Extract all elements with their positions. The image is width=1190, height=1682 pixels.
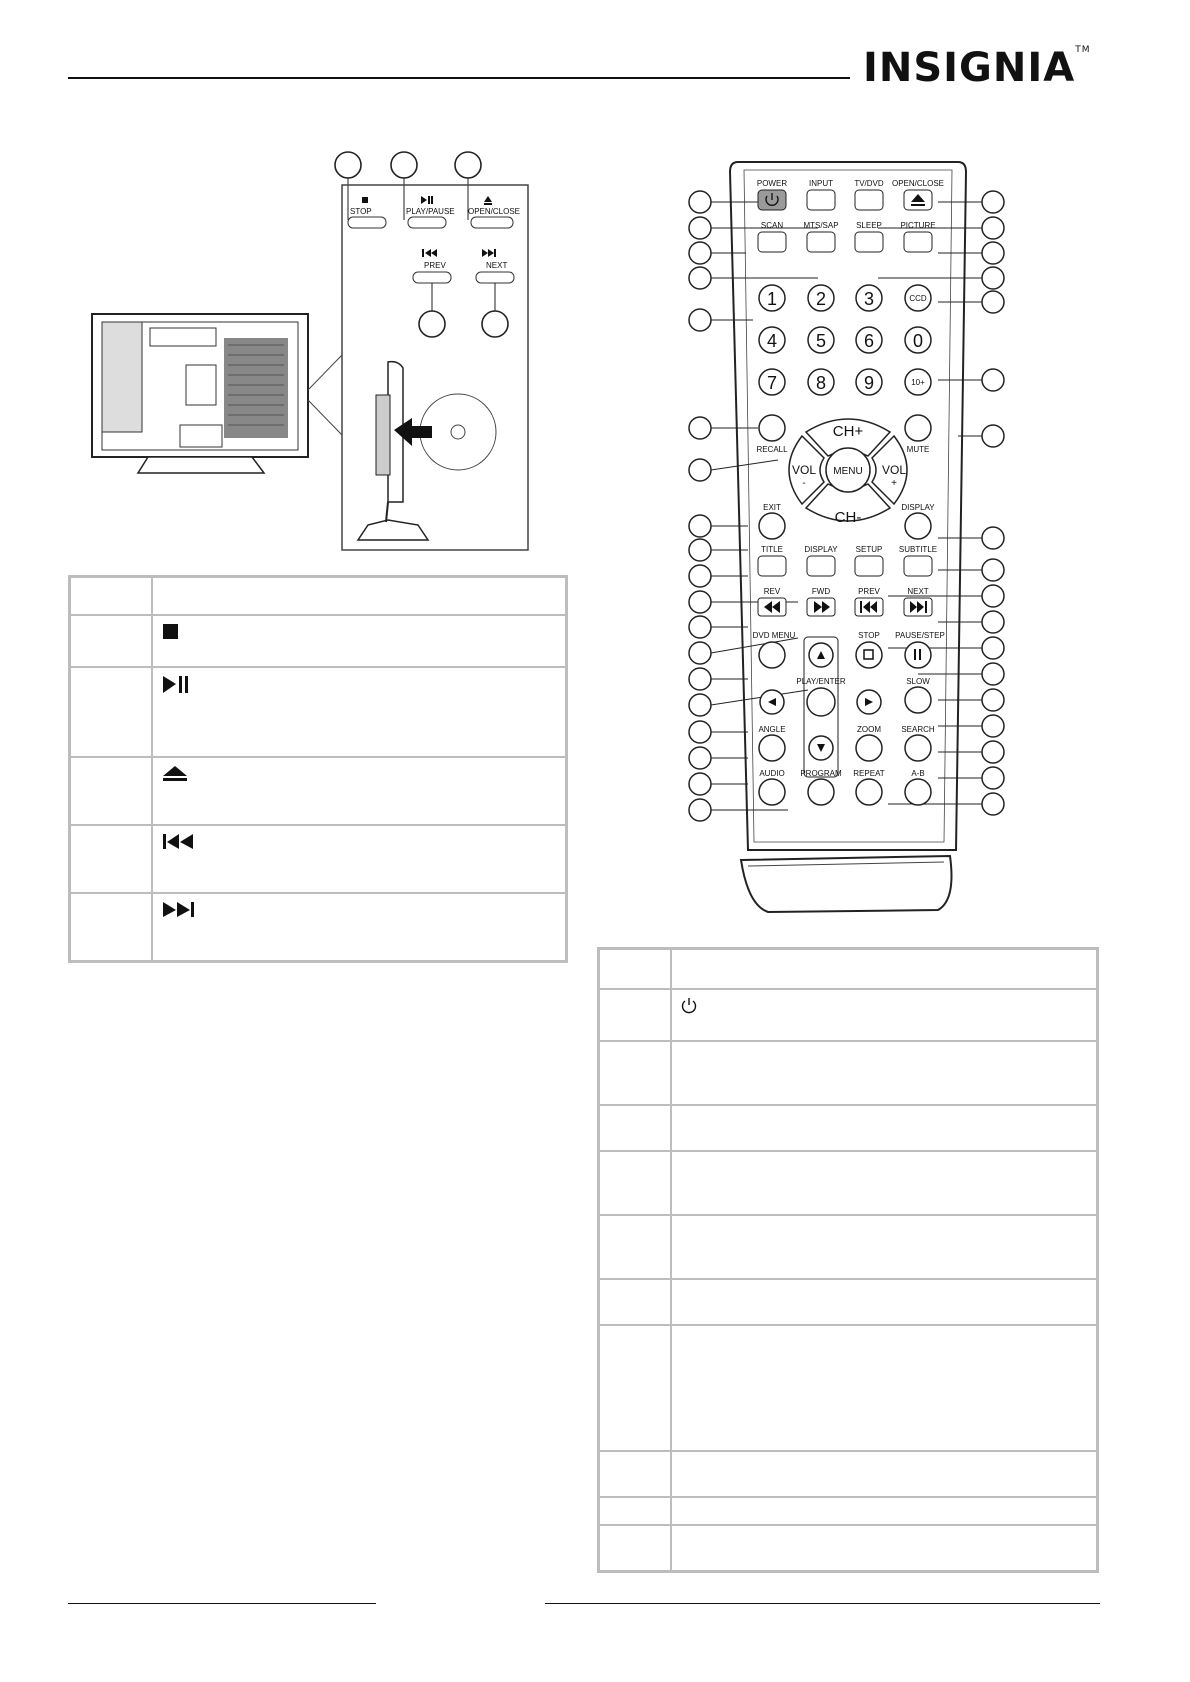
input-label: INPUT [809, 179, 833, 188]
angle-button[interactable] [759, 735, 785, 761]
display-button-2[interactable] [807, 556, 835, 576]
program-button[interactable] [808, 779, 834, 805]
prev-label: PREV [424, 261, 446, 270]
table-row [599, 1497, 1098, 1525]
rev-label: REV [763, 587, 781, 596]
table-row [599, 1215, 1098, 1279]
tv-side-panel-illustration [88, 150, 538, 560]
stop-label: STOP [350, 207, 372, 216]
vol-minus-label[interactable]: VOL [791, 463, 817, 477]
digit-0[interactable]: 0 [912, 331, 924, 351]
mute-button[interactable] [905, 415, 931, 441]
pause-step-label: PAUSE/STEP [895, 631, 945, 640]
digit-4[interactable]: 4 [766, 331, 778, 351]
setup-label: SETUP [855, 545, 883, 554]
digit-8[interactable]: 8 [815, 373, 827, 393]
repeat-button[interactable] [856, 779, 882, 805]
dvd-menu-label: DVD MENU [752, 631, 796, 640]
tv-dvd-label: TV/DVD [854, 179, 884, 188]
angle-label: ANGLE [758, 725, 786, 734]
table-row [599, 1451, 1098, 1497]
ch-minus-label[interactable]: CH- [834, 509, 862, 526]
zoom-label: ZOOM [857, 725, 881, 734]
header-rule [68, 77, 850, 79]
digit-1[interactable]: 1 [766, 289, 778, 309]
table-row [599, 989, 1098, 1041]
table-row [70, 893, 567, 962]
input-button[interactable] [807, 190, 835, 210]
setup-button[interactable] [855, 556, 883, 576]
mute-label: MUTE [906, 445, 930, 454]
table-row [70, 825, 567, 893]
trademark: TM [1075, 45, 1091, 55]
table-row [599, 1325, 1098, 1451]
next-label: NEXT [907, 587, 929, 596]
table-row [599, 1525, 1098, 1572]
digit-9[interactable]: 9 [863, 373, 875, 393]
ccd-label: CCD [909, 294, 927, 303]
a-b-button[interactable] [905, 779, 931, 805]
mts-sap-label: MTS/SAP [803, 221, 839, 230]
front-panel-table [68, 575, 568, 963]
prev-icon [161, 832, 201, 852]
footer-rule-left [68, 1603, 376, 1604]
power-label: POWER [756, 179, 788, 188]
table-row [599, 1279, 1098, 1325]
mts-sap-button[interactable] [807, 232, 835, 252]
digit-5[interactable]: 5 [815, 331, 827, 351]
menu-label: MENU [833, 466, 863, 477]
tv-dvd-button[interactable] [855, 190, 883, 210]
dvd-menu-button[interactable] [759, 642, 785, 668]
next-label: NEXT [486, 261, 508, 270]
stop-icon [161, 622, 181, 642]
digit-7[interactable]: 7 [766, 373, 778, 393]
exit-label: EXIT [763, 503, 781, 512]
table-row [70, 615, 567, 667]
digit-3[interactable]: 3 [863, 289, 875, 309]
power-icon [680, 996, 698, 1014]
table-header-row [599, 949, 1098, 990]
audio-button[interactable] [759, 779, 785, 805]
sleep-label: SLEEP [856, 221, 882, 230]
repeat-label: REPEAT [853, 769, 885, 778]
table-row [599, 1105, 1098, 1151]
vol-plus-label[interactable]: VOL [881, 463, 907, 477]
display-2-label: DISPLAY [804, 545, 838, 554]
play-pause-icon [161, 674, 193, 696]
play-enter-label: PLAY/ENTER [796, 677, 846, 686]
open-close-label: OPEN/CLOSE [468, 207, 521, 216]
slow-button[interactable] [905, 687, 931, 713]
audio-label: AUDIO [759, 769, 785, 778]
table-row [599, 1151, 1098, 1215]
open-close-label: OPEN/CLOSE [891, 179, 945, 188]
table-row [70, 667, 567, 757]
digit-6[interactable]: 6 [863, 331, 875, 351]
brand-name: INSIGNIA [863, 45, 1076, 91]
eject-icon [161, 764, 191, 784]
ten-plus-label: 10+ [911, 378, 925, 387]
stop-button[interactable] [856, 642, 882, 668]
brand-logo [863, 45, 1090, 91]
play-enter-button[interactable] [807, 688, 835, 716]
scan-button[interactable] [758, 232, 786, 252]
title-label: TITLE [761, 545, 783, 554]
subtitle-button[interactable] [904, 556, 932, 576]
sleep-button[interactable] [855, 232, 883, 252]
picture-label: PICTURE [900, 221, 936, 230]
display-button[interactable] [905, 513, 931, 539]
search-label: SEARCH [901, 725, 935, 734]
picture-button[interactable] [904, 232, 932, 252]
program-label: PROGRAM [800, 769, 842, 778]
remote-control-table [597, 947, 1099, 1573]
vol-minus-sign: - [802, 478, 806, 489]
display-label: DISPLAY [901, 503, 935, 512]
recall-button[interactable] [759, 415, 785, 441]
search-button[interactable] [905, 735, 931, 761]
recall-label: RECALL [756, 445, 788, 454]
pause-step-button[interactable] [905, 642, 931, 668]
ch-plus-label[interactable]: CH+ [832, 423, 864, 440]
vol-plus-sign: + [891, 478, 897, 489]
play-pause-label: PLAY/PAUSE [406, 207, 455, 216]
stop-label: STOP [858, 631, 880, 640]
table-row [599, 1041, 1098, 1105]
fwd-label: FWD [811, 587, 831, 596]
exit-button[interactable] [759, 513, 785, 539]
title-button[interactable] [758, 556, 786, 576]
footer-rule-right [545, 1603, 1100, 1604]
scan-label: SCAN [760, 221, 784, 230]
table-row [70, 757, 567, 825]
next-icon [161, 900, 201, 920]
subtitle-label: SUBTITLE [898, 545, 938, 554]
slow-label: SLOW [906, 677, 930, 686]
zoom-button[interactable] [856, 735, 882, 761]
table-header-row [70, 577, 567, 616]
remote-control-illustration [688, 160, 1018, 920]
a-b-label: A-B [911, 769, 925, 778]
prev-label: PREV [858, 587, 880, 596]
digit-2[interactable]: 2 [815, 289, 827, 309]
